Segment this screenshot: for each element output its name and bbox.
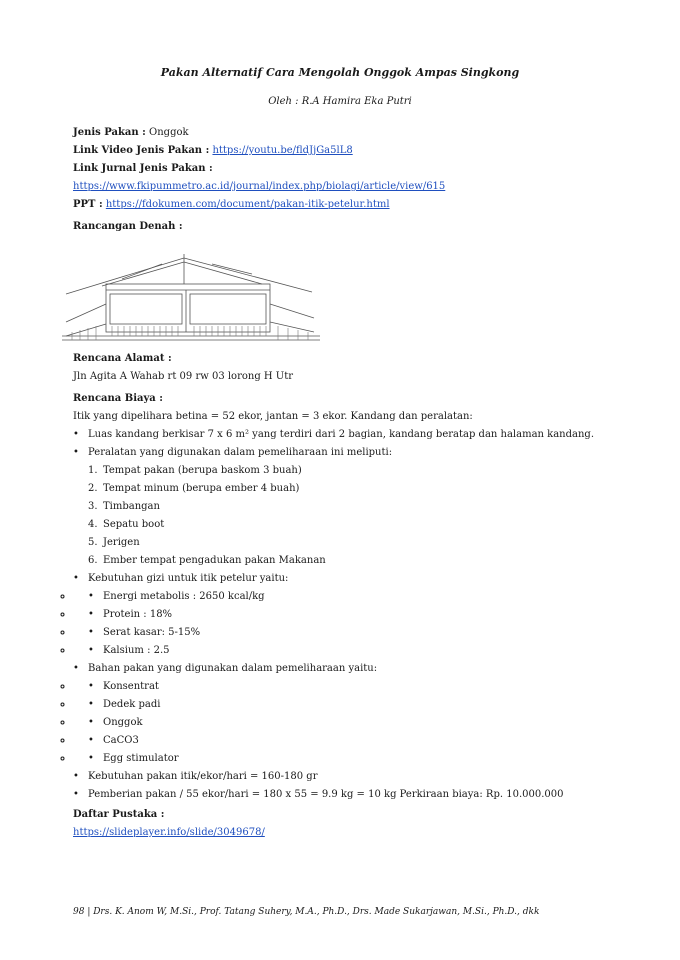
metadata-block [73,124,618,236]
list-item: • ◦ CaCO3 [73,732,618,750]
pustaka-heading: Daftar Pustaka : [73,809,165,820]
document-title: Pakan Alternatif Cara Mengolah Onggok Ampas Singkong [160,66,520,79]
list-item: • ◦ Konsentrat [73,678,618,696]
list-item: 2. Tempat minum (berupa ember 4 buah) [88,483,300,494]
list-item: • ◦ Onggok [73,714,618,732]
document-author: Oleh : R.A Hamira Eka Putri [268,96,412,107]
video-line [73,142,618,160]
list-item: 3. Timbangan [88,501,160,512]
ppt-line [73,196,618,214]
peralatan-list [73,462,618,570]
gizi-list [73,588,618,660]
gizi-intro: Kebutuhan gizi untuk itik petelur yaitu: [88,573,289,584]
jurnal-link[interactable]: https://www.fkipummetro.ac.id/journal/index.php/biolagi/article/view/615 [73,181,446,192]
denah-heading: Rancangan Denah : [73,221,183,232]
jurnal-label: Link Jurnal Jenis Pakan : [73,163,213,174]
main-content [73,350,618,842]
page-footer: 98 | Drs. K. Anom W, M.Si., Prof. Tatang Suhery, M.A., Ph.D., Drs. Made Sukarjawan, M.Si., Ph.D., dkk [73,907,540,917]
list-item [73,660,618,768]
video-label: Link Video Jenis Pakan : [73,145,210,156]
list-item: • ◦ Energi metabolis : 2650 kcal/kg [73,588,618,606]
list-item: • ◦ Kalsium : 2.5 [73,642,618,660]
list-item: • Luas kandang berkisar 7 x 6 m² yang terdiri dari 2 bagian, kandang beratap dan halaman kandang. [73,426,618,444]
pustaka-link[interactable]: https://slideplayer.info/slide/3049678/ [73,827,265,838]
pustaka-line [73,824,618,842]
biaya-heading: Rencana Biaya : [73,393,163,404]
alamat-value: Jln Agita A Wahab rt 09 rw 03 lorong H Utr [73,371,294,382]
list-item: • Kebutuhan pakan itik/ekor/hari = 160-180 gr [73,768,618,786]
list-item: 6. Ember tempat pengadukan pakan Makanan [88,555,326,566]
list-item: 5. Jerigen [88,537,140,548]
jenis-pakan-value: Onggok [149,127,189,138]
list-item: • ◦ Serat kasar: 5-15% [73,624,618,642]
list-item: 1. Tempat pakan (berupa baskom 3 buah) [88,465,302,476]
list-item [73,444,618,570]
biaya-list [73,426,618,804]
list-item [73,570,618,660]
jenis-pakan-line [73,124,618,142]
jurnal-line [73,178,618,196]
video-link[interactable]: https://youtu.be/fldJjGa5lL8 [212,145,353,156]
list-item: • ◦ Protein : 18% [73,606,618,624]
peralatan-intro: Peralatan yang digunakan dalam pemeliharaan ini meliputi: [88,447,393,458]
floor-plan-sketch [62,244,320,350]
list-item: • ◦ Dedek padi [73,696,618,714]
alamat-heading: Rencana Alamat : [73,353,172,364]
jenis-pakan-label: Jenis Pakan : [73,127,146,138]
list-item: • ◦ Egg stimulator [73,750,618,768]
ppt-label: PPT : [73,199,103,210]
bahan-intro: Bahan pakan yang digunakan dalam pemeliharaan yaitu: [88,663,378,674]
list-item: • Pemberian pakan / 55 ekor/hari = 180 x 55 = 9.9 kg = 10 kg Perkiraan biaya: Rp. 10.000.000 [73,786,618,804]
ppt-link[interactable]: https://fdokumen.com/document/pakan-itik-petelur.html [105,199,390,210]
list-item: 4. Sepatu boot [88,519,165,530]
bahan-list [73,678,618,768]
biaya-intro: Itik yang dipelihara betina = 52 ekor, jantan = 3 ekor. Kandang dan peralatan: [73,411,473,422]
